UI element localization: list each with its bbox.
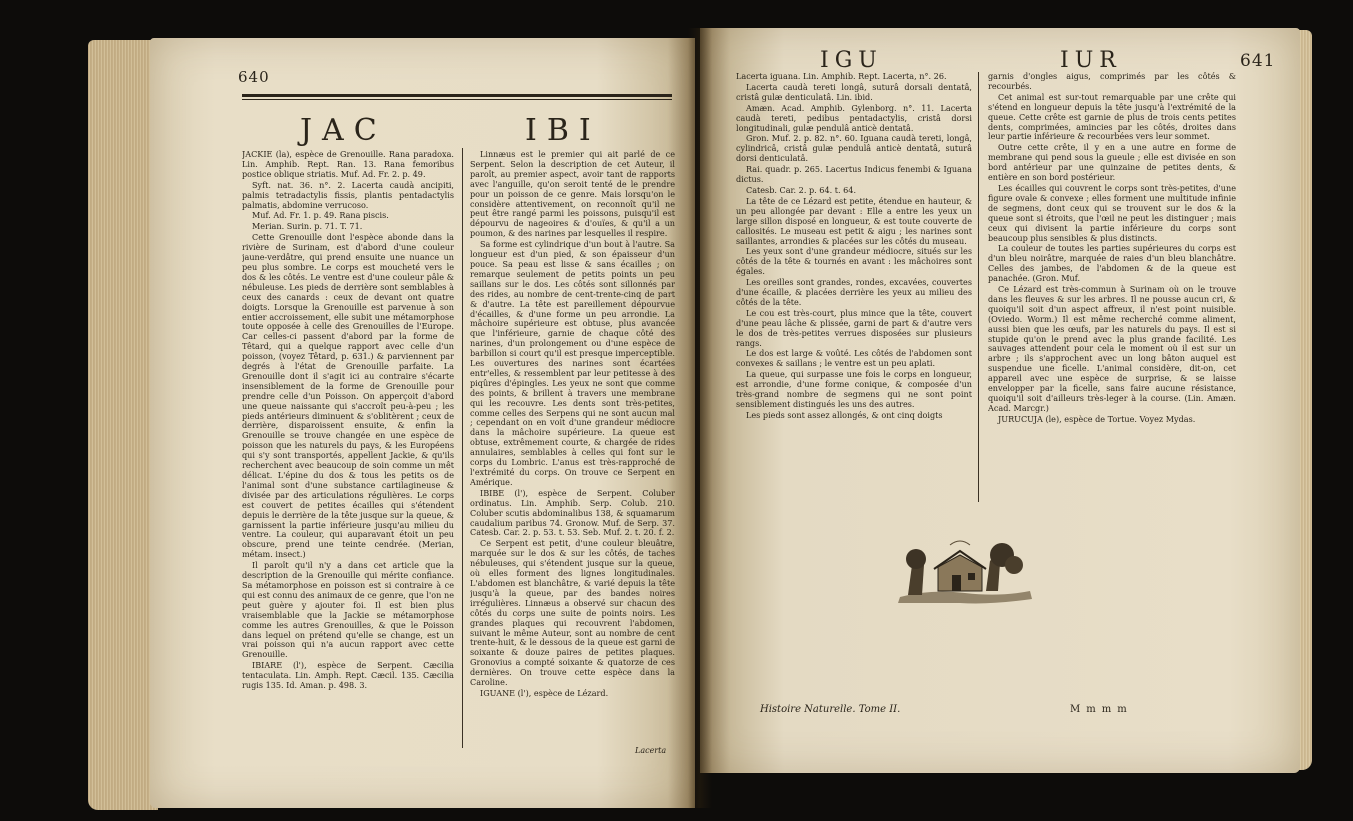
right-heading-igu: IGU <box>820 48 883 73</box>
left-col1-para: IBIARE (l'), espèce de Serpent. Cæcilia tentaculata. Lin. Amph. Rept. Cæcil. 135. Cæcilia rugis 135. Id. Aman. p. 498. 3. <box>242 660 454 691</box>
left-col1-para: Syft. nat. 36. n°. 2. Lacerta caudà ancipiti, palmis tetradactylis fissis, plantis pentadactylis palmatis, abdomine verrucoso. <box>242 179 454 210</box>
right-col1-para: Rai. quadr. p. 265. Lacertus Indicus fenembi & Iguana dictus. <box>736 164 972 185</box>
right-col1-para: La queue, qui surpasse une fois le corps en longueur, est arrondie, d'une forme conique, & composée d'un très-grand nombre de segmens qui ne sont point sensiblement distingués les uns des autres. <box>736 369 972 409</box>
right-col1-para: Le cou est très-court, plus mince que la tête, couvert d'une peau lâche & plissée, garni de part & d'autre vers le dos de très-petites verrues disposées sur plusieurs rangs. <box>736 307 972 348</box>
right-col2-para: Outre cette crête, il y en a une autre en forme de membrane qui pend sous la gueule ; elle est divisée en son bord antérieur par une quinzaine de petites dents, & entière en son bord postérieur. <box>988 142 1236 183</box>
right-col1-para: Les oreilles sont grandes, rondes, excavées, couvertes d'une écaille, & placées derrière les yeux au milieu des côtés de la tête. <box>736 277 972 307</box>
right-col1-para: Les pieds sont assez allongés, & ont cinq doigts <box>746 409 943 420</box>
left-page <box>150 38 695 808</box>
right-column-rule <box>978 72 979 502</box>
right-col1-para: Gron. Muf. 2. p. 82. n°. 60. Iguana caudà tereti, longâ, cylindricâ, cristâ gulæ pendulâ anticè dentatâ, suturâ dorsi denticulatâ. <box>736 133 972 164</box>
left-heading-ibi: IBI <box>525 113 601 148</box>
right-col2-para: Les écailles qui couvrent le corps sont très-petites, d'une figure ovale & convexe ; elles forment une multitude infinie de segmens, dont ceux qui se trouvent sur le dos & la queue sont si étroits, que l'œil ne peut les distinguer ; mais ceux qui divisent la partie inférieure du corps sont beaucoup plus sensibles & plus distincts. <box>988 182 1236 243</box>
left-col1-para: Il paroît qu'il n'y a dans cet article que la description de la Grenouille qui mérite confiance. Sa métamorphose en poisson est si contraire à ce qui est connu des animaux de ce genre, que l'on ne peut guère y ajouter foi. Il est bien plus vraisemblable que la Jackie se métamorphose comme les autres Grenouilles, & que le Poisson dans lequel on prétend qu'elle se change, est un vrai poisson qui n'a aucun rapport avec cette Grenouille. <box>242 560 454 660</box>
left-col2-para: IGUANE (l'), espèce de Lézard. <box>480 687 609 698</box>
left-page-number: 640 <box>238 68 270 86</box>
landscape-vignette-icon <box>890 525 1040 610</box>
left-col1-para: Merian. Surin. p. 71. T. 71. <box>252 221 363 232</box>
left-column-1 <box>242 150 454 750</box>
left-col1-para: Muf. Ad. Fr. 1. p. 49. Rana piscis. <box>252 210 389 221</box>
right-col2-para: garnis d'ongles aigus, comprimés par les côtés & recourbés. <box>988 72 1236 91</box>
left-col1-para: Cette Grenouille dont l'espèce abonde dans la rivière de Surinam, est d'abord d'une couleur jaune-verdâtre, qui prend ensuite une nuance un peu plus sombre. Le corps est moucheté vers le dos & les côtés. Le ventre est d'une couleur pâle & nébuleuse. Les pieds de derrière sont semblables à ceux des canards : ceux de devant ont quatre doigts. Lorsque la Grenouille est parvenue à son entier accroissement, elle subit une métamorphose toute opposée à celle des Grenouilles de l'Europe. Car celles-ci passent d'abord par la forme de Têtard, qui a quelque rapport avec celle d'un poisson, (voyez Têtard, p. 631.) & parviennent par degrés à l'état de Grenouille parfaite. La Grenouille dont il s'agit ici au contraire s'écarte insensiblement de la forme de Grenouille pour prendre celle d'un Poisson. On apperçoit d'abord une queue naissante qui s'accroît peu-à-peu ; les pieds antérieurs diminuent & s'oblitèrent ; ceux de derrière, disparoissent ensuite, & enfin la Grenouille se trouve changée en une espèce de poisson que les naturels du pays, & les Européens qui s'y sont transportés, appellent Jackie, & qu'ils recherchent avec beaucoup de soin comme un mêt délicat. L'épine du dos & tous les petits os de l'animal sont d'une substance cartilagineuse & divisée par des articulations régulières. Le corps est couvert de petites écailles qui s'étendent depuis le derrière de la tête jusque sur la queue, & garnissent la partie inférieure jusqu'au milieu du ventre. La couleur, qui auparavant étoit un peu obscure, prend une teinte cendrée. (Merian, métam. insect.) <box>242 232 454 560</box>
left-col2-para: Linnæus est le premier qui ait parlé de ce Serpent. Selon la description de cet Auteur, il paroît, au premier aspect, avoir tant de rapports avec l'anguille, qu'on seroit tenté de le prendre pour un poisson de ce genre. Mais lorsqu'on le considère attentivement, on reconnoît qu'il ne peut être rangé parmi les poissons, puisqu'il est dépourvu de nageoires & d'ouïes, & qu'il a un poumon, & des narines par lesquelles il respire. <box>470 150 675 239</box>
left-col2-para: IBIBE (l'), espèce de Serpent. Coluber ordinatus. Lin. Amphib. Serp. Colub. 210. Coluber scutis abdominalibus 138, & squamarum caudalium paribus 74. Gronow. Muf. de Serp. 37. Catesb. Car. 2. p. 53. t. 53. Seb. Muf. 2. t. 20. f. 2. <box>470 487 675 538</box>
right-column-2 <box>988 72 1236 502</box>
right-footer-title: Histoire Naturelle. Tome II. <box>760 704 901 715</box>
left-catchword: Lacerta <box>635 746 667 755</box>
left-col1-para: JACKIE (la), espèce de Grenouille. Rana paradoxa. Lin. Amphib. Rept. Ran. 13. Rana femoribus postice oblique striatis. Muf. Ad. Fr. 2. p. 49. <box>242 150 454 179</box>
right-page <box>700 28 1300 773</box>
right-column-1 <box>736 72 972 502</box>
left-page-edges <box>88 40 158 810</box>
left-column-2 <box>470 150 675 742</box>
book-gutter <box>688 28 712 808</box>
right-signature-mark: Mmmm <box>1070 704 1133 715</box>
left-col2-para: Ce Serpent est petit, d'une couleur bleuâtre, marquée sur le dos & sur les côtés, de taches nébuleuses, qui s'étendent jusque sur la queue, où elles forment des lignes longitudinales. L'abdomen est blanchâtre, & varié depuis la tête jusqu'à la queue, par des bandes noires irrégulières. Linnæus a observé sur chacun des côtés du corps une suite de points noirs. Les grandes plaques qui recouvrent l'abdomen, suivant le même Auteur, sont au nombre de cent trente-huit, & le dessous de la queue est garni de soixante & douze paires de petites plaques. Gronovius a compté soixante & quatorze de ces dernières. On trouve cette espèce dans la Caroline. <box>470 538 675 688</box>
right-page-number: 641 <box>1240 51 1276 71</box>
left-top-rule <box>242 94 672 97</box>
right-heading-iur: IUR <box>1060 48 1122 73</box>
left-column-rule <box>462 148 463 748</box>
left-top-rule-thin <box>242 99 672 100</box>
right-col2-para: Ce Lézard est très-commun à Surinam où on le trouve dans les fleuves & sur les arbres. Il ne pousse aucun cri, & quoiqu'il soit d'un aspect affreux, il n'est point nuisible. (Oviedo. Worm.) Il est même recherché comme aliment, aussi bien que les œufs, par les naturels du pays. Il est si stupide qu'on le prend avec la plus grande facilité. Les sauvages attendent pour cela le moment où il est sur un arbre ; ils s'approchent avec un long bâton auquel est suspendue une ficelle. L'animal considère, dit-on, cet appareil avec une espèce de surprise, & se laisse envelopper par la ficelle, sans faire aucune résistance, quoiqu'il soit d'ailleurs très-leger à la course. (Lin. Amæn. Acad. Marcgr.) <box>988 284 1236 413</box>
left-col2-para: Sa forme est cylindrique d'un bout à l'autre. Sa longueur est d'un pied, & son épaisseur d'un pouce. Sa peau est lisse & sans écailles ; on remarque seulement de petits points un peu saillans sur le dos. Les côtés sont sillonnés par des rides, au nombre de cent-trente-cinq de part & d'autre. La tête est pareillement dépourvue d'écailles, & d'une forme un peu arrondie. La mâchoire supérieure est obtuse, plus avancée que l'inférieure, garnie de chaque côté des narines, d'un prolongement ou d'une espèce de barbillon si court qu'il est presque imperceptible. Les ouvertures des narines sont écartées entr'elles, & ressemblent par leur petitesse à des piqûres d'épingles. Les yeux ne sont que comme des points, & brillent à travers une membrane qui les recouvre. Les dents sont très-petites, comme celles des Serpens qui ne sont aucun mal ; cependant on en voit d'une grandeur médiocre dans la mâchoire supérieure. La queue est obtuse, extrêmement courte, & chargée de rides annulaires, semblables à celles qui font sur le corps du Lombric. L'anus est très-rapproché de l'extrémité du corps. On trouve ce Serpent en Amérique. <box>470 239 675 487</box>
left-heading-jac: JAC <box>300 113 387 148</box>
right-col1-para: La tête de ce Lézard est petite, étendue en hauteur, & un peu allongée par devant : Elle a entre les yeux un large sillon disposé en longueur, & est toute couverte de callosités. Le museau est petit & aigu ; les narines sont saillantes, arrondies & placées sur les côtés du museau. <box>736 195 972 246</box>
right-col2-para: Cet animal est sur-tout remarquable par une crête qui s'étend en longueur depuis la tête jusqu'à l'extrémité de la queue. Cette crête est garnie de plus de trois cents petites dents, comprimées, amincies par les côtés, droites dans leur partie inférieure & recourbées vers leur sommet. <box>988 91 1236 142</box>
right-col1-para: Catesb. Car. 2. p. 64. t. 64. <box>746 184 857 195</box>
right-col1-para: Les yeux sont d'une grandeur médiocre, situés sur les côtés de la tête & tournés en avant : les mâchoires sont égales. <box>736 246 972 277</box>
right-col1-para: Lacerta caudà tereti longâ, suturâ dorsali dentatâ, cristâ gulæ denticulatâ. Lin. ibid. <box>736 81 972 102</box>
right-col1-para: Amæn. Acad. Amphib. Gylenborg. n°. 11. Lacerta caudà tereti, pedibus pentadactylis, cristâ dorsi longitudinali, gulæ pendulâ anticè dentatâ. <box>736 102 972 133</box>
right-col2-para: JURUCUJA (le), espèce de Tortue. Voyez Mydas. <box>998 413 1196 424</box>
right-col2-para: La couleur de toutes les parties supérieures du corps est d'un bleu noirâtre, marquée de raies d'un bleu blanchâtre. Celles des jambes, de l'abdomen & de la queue est panachée. (Gron. Muf. <box>988 243 1236 284</box>
right-col1-para: Le dos est large & voûté. Les côtés de l'abdomen sont convexes & saillans ; le ventre est un peu aplati. <box>736 348 972 369</box>
right-col1-para: Lacerta iguana. Lin. Amphib. Rept. Lacerta, n°. 26. <box>736 72 947 81</box>
